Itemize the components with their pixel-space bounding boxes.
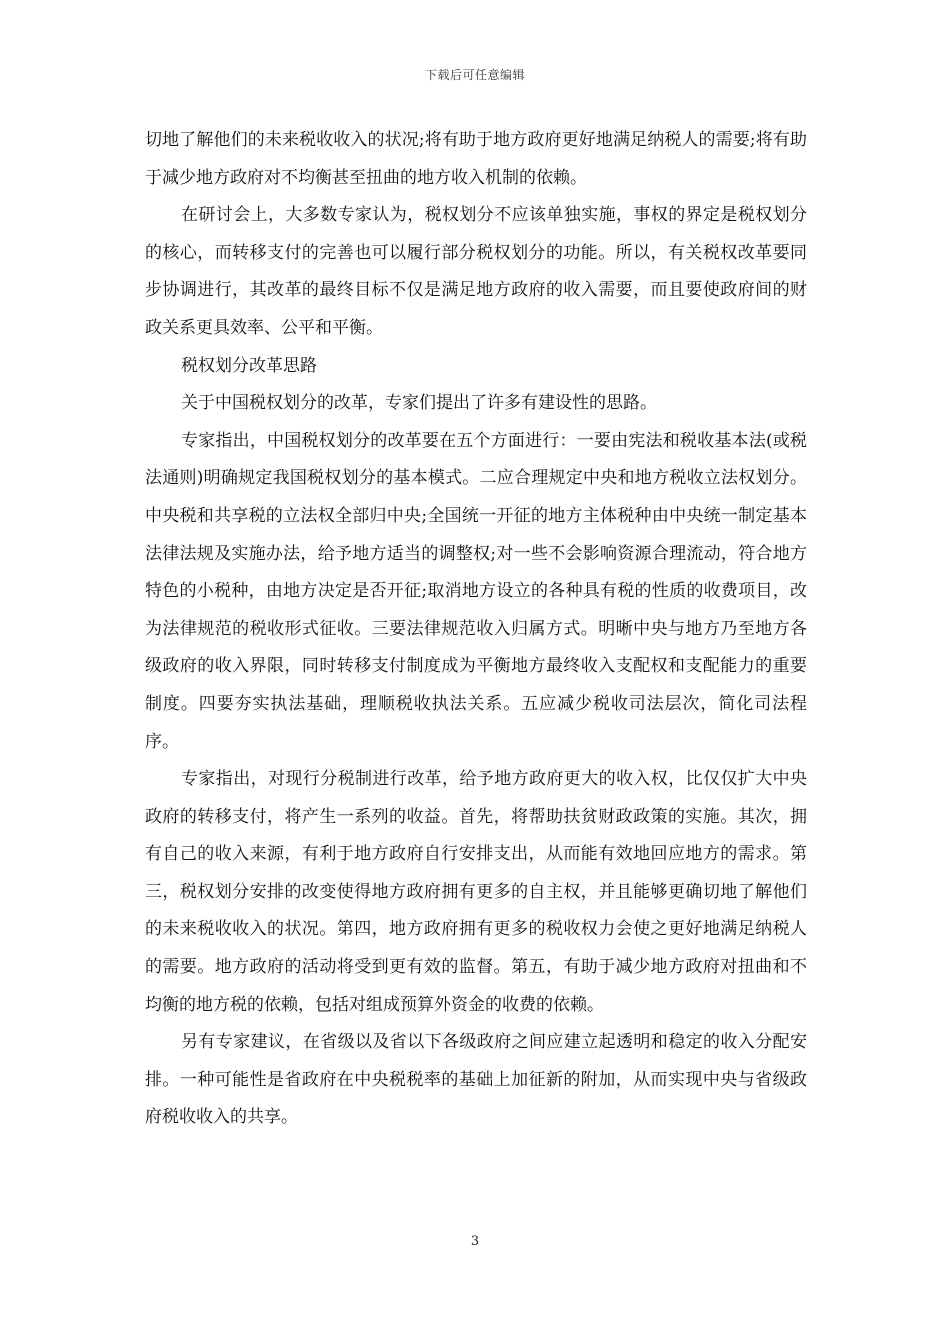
paragraph-continuation: 切地了解他们的未来税收收入的状况;将有助于地方政府更好地满足纳税人的需要;将有助于减少地方政府对不均衡甚至扭曲的地方收入机制的依赖。 [145,130,807,188]
paragraph-seminar: 在研讨会上，大多数专家认为，税权划分不应该单独实施，事权的界定是税权划分的核心，而转移支付的完善也可以履行部分税权划分的功能。所以，有关税权改革要同步协调进行，其改革的最终目标不仅是满足地方政府的收入需要，而且要使政府间的财政关系更具效率、公平和平衡。 [145,205,807,338]
paragraph-benefits: 专家指出，对现行分税制进行改革，给予地方政府更大的收入权，比仅仅扩大中央政府的转移支付，将产生一系列的收益。首先，将帮助扶贫财政政策的实施。其次，拥有自己的收入来源，有利于地方政府自行安排支出，从而能有效地回应地方的需求。第三，税权划分安排的改变使得地方政府拥有更多的自主权，并且能够更确切地了解他们的未来税收收入的状况。第四，地方政府拥有更多的税收权力会使之更好地满足纳税人的需要。地方政府的活动将受到更有效的监督。第五，有助于减少地方政府对扭曲和不均衡的地方税的依赖，包括对组成预算外资金的收费的依赖。 [145,769,807,1015]
paragraph-provincial: 另有专家建议，在省级以及省以下各级政府之间应建立起透明和稳定的收入分配安排。一种可能性是省政府在中央税税率的基础上加征新的附加，从而实现中央与省级政府税收收入的共享。 [145,1032,807,1128]
paragraph-five-aspects: 专家指出，中国税权划分的改革要在五个方面进行：一要由宪法和税收基本法(或税法通则)明确规定我国税权划分的基本模式。二应合理规定中央和地方税收立法权划分。中央税和共享税的立法权全部归中央;全国统一开征的地方主体税种由中央统一制定基本法律法规及实施办法，给予地方适当的调整权;对一些不会影响资源合理流动，符合地方特色的小税种，由地方决定是否开征;取消地方设立的各种具有税的性质的收费项目，改为法律规范的税收形式征收。三要法律规范收入归属方式。明晰中央与地方乃至地方各级政府的收入界限，同时转移支付制度成为平衡地方最终收入支配权和支配能力的重要制度。四要夯实执法基础，理顺税收执法关系。五应减少税收司法层次，简化司法程序。 [145,430,807,752]
document-body [145,122,807,1137]
section-heading: 税权划分改革思路 [181,355,317,376]
paragraph-intro: 关于中国税权划分的改革，专家们提出了许多有建设性的思路。 [181,393,657,414]
page-number: 3 [470,1234,480,1249]
page-header: 下载后可任意编辑 [424,68,525,82]
